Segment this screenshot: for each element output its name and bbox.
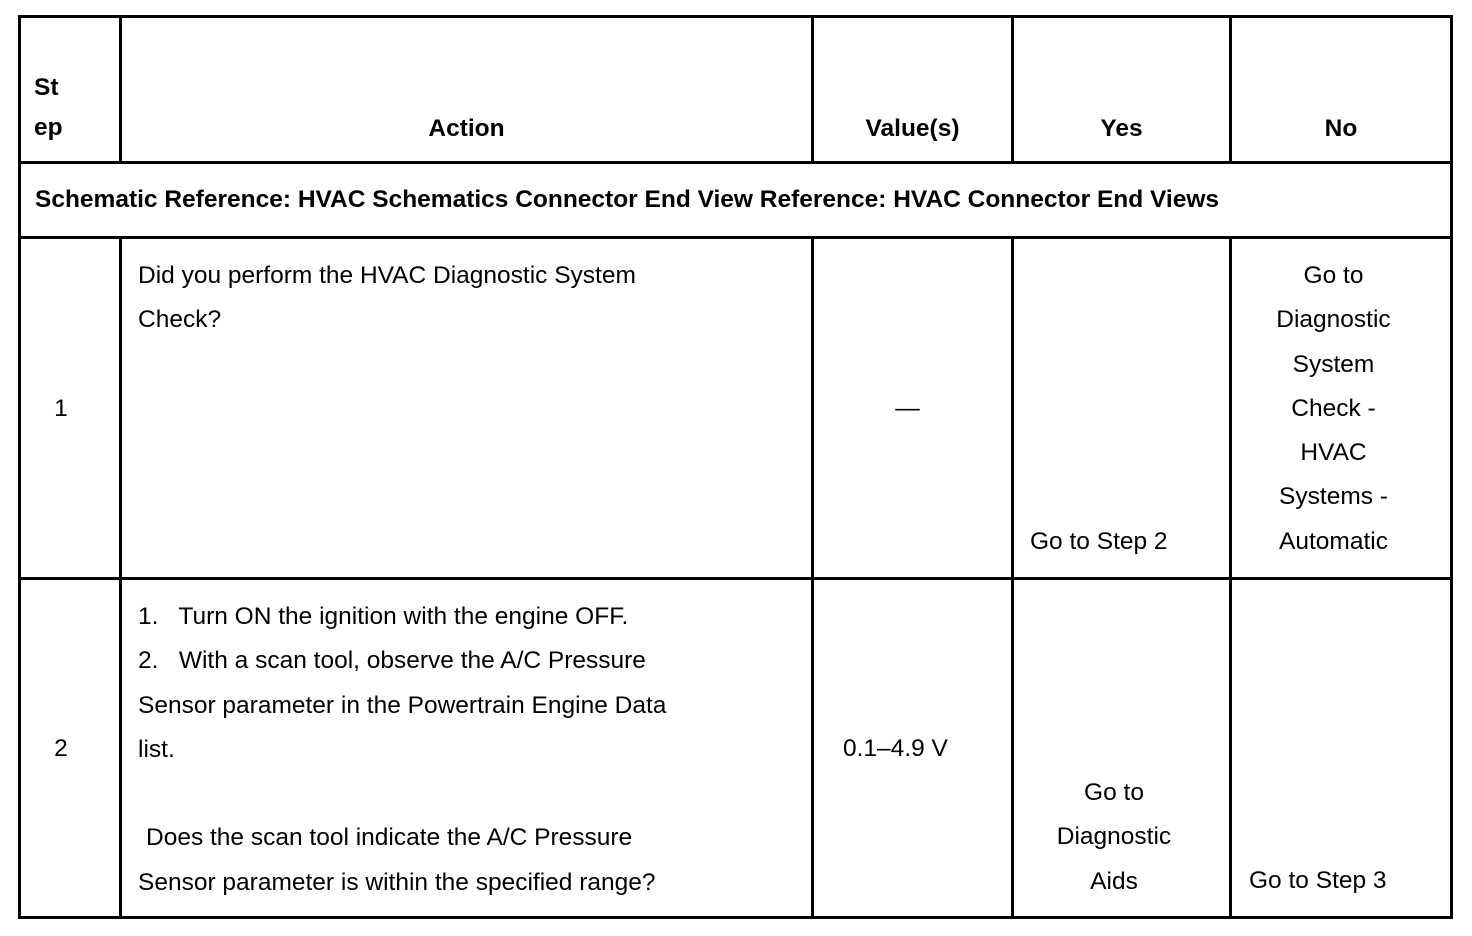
row-divider-header bbox=[18, 161, 1453, 164]
header-no: No bbox=[1324, 115, 1358, 142]
row1-action: Did you perform the HVAC Diagnostic System Check? bbox=[138, 262, 636, 334]
row2-value: 0.1–4.9 V bbox=[843, 735, 948, 762]
row2-yes: Go to Diagnostic Aids bbox=[1056, 779, 1172, 895]
row1-step: 1 bbox=[54, 395, 68, 422]
row-divider-reference bbox=[18, 236, 1453, 239]
row1-no: Go to Diagnostic System Check - HVAC Systems - Automatic bbox=[1276, 262, 1391, 555]
header-step: St ep bbox=[34, 74, 63, 141]
schematic-reference: Schematic Reference: HVAC Schematics Connector End View Reference: HVAC Connector End Views bbox=[35, 186, 1220, 213]
row2-action: 1. Turn ON the ignition with the engine OFF. 2. With a scan tool, observe the A/C Pressure Sensor parameter in the Powertrain Engine Data list. Does the scan tool indicate the A/C Pressure Sensor parameter is within the specified range? bbox=[138, 603, 667, 896]
row-divider-step1 bbox=[18, 577, 1453, 580]
header-values: Value(s) bbox=[865, 115, 960, 142]
row2-step: 2 bbox=[54, 735, 68, 762]
row2-no: Go to Step 3 bbox=[1249, 867, 1387, 894]
row1-value: — bbox=[895, 395, 920, 422]
header-action: Action bbox=[428, 115, 505, 142]
header-yes: Yes bbox=[1100, 115, 1143, 142]
row1-yes: Go to Step 2 bbox=[1030, 528, 1168, 555]
